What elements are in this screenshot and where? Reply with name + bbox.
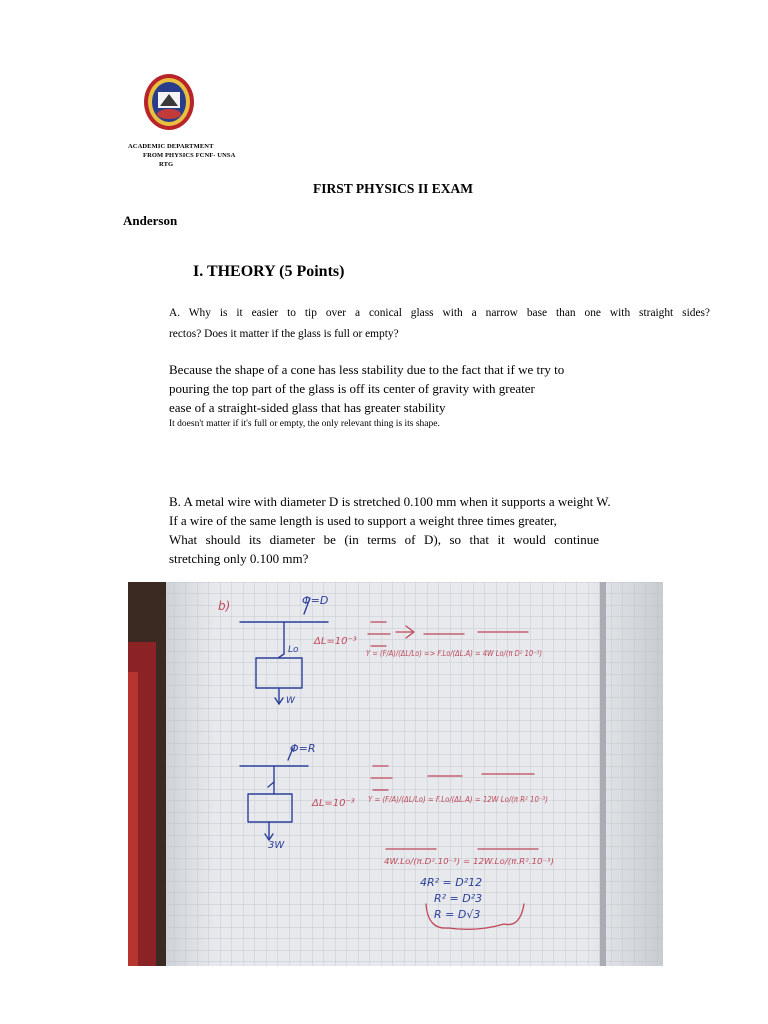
exam-title: FIRST PHYSICS II EXAM <box>313 181 473 196</box>
solution-length-1: Lo <box>288 645 299 655</box>
solution-young-2: Y = (F/A)/(ΔL/Lo) = F.Lo/(ΔL.A) = 12W Lo/(π R² 10⁻³) <box>368 795 548 804</box>
solution-diameter-1: Φ=D <box>302 594 329 607</box>
question-a-line: A. Why is it easier to tip over a conical glass with a narrow base than one with straight sides? <box>169 307 710 319</box>
answer-a-line: ease of a straight-sided glass that has greater stability <box>169 400 446 415</box>
solution-weight-2: 3W <box>268 840 285 851</box>
answer-a-line: Because the shape of a cone has less stability due to the fact that if we try to <box>169 362 565 377</box>
solution-young-1: Y = (F/A)/(ΔL/Lo) => F.Lo/(ΔL.A) = 4W Lo/(π D² 10⁻³) <box>366 649 542 658</box>
question-a <box>169 303 710 345</box>
solution-result: R = D√3 <box>434 908 481 921</box>
solution-delta-l-2: ΔL=10⁻³ <box>312 798 355 809</box>
department-line: FROM PHYSICS FCNF- UNSA <box>143 152 236 159</box>
handwritten-solution-photo <box>128 582 663 966</box>
answer-a-line: pouring the top part of the glass is off its center of gravity with greater <box>169 381 535 396</box>
question-b-line: What should its diameter be (in terms of D), so that it would continue <box>169 532 599 547</box>
question-b <box>169 492 611 568</box>
department-line: RTG <box>159 161 174 168</box>
student-name: Anderson <box>123 213 178 228</box>
solution-weight-1: W <box>286 696 295 706</box>
solution-equate: 4W.Lo/(π.D².10⁻³) = 12W.Lo/(π.R².10⁻³) <box>384 857 554 866</box>
section-title: I. THEORY (5 Points) <box>193 263 345 280</box>
solution-diameter-2: Φ=R <box>290 742 316 755</box>
solution-step-2: R² = D²3 <box>434 892 483 905</box>
question-a-line: rectos? Does it matter if the glass is full or empty? <box>169 328 399 340</box>
department-line: ACADEMIC DEPARTMENT <box>128 143 214 150</box>
question-b-line: If a wire of the same length is used to support a weight three times greater, <box>169 513 557 528</box>
question-b-line: B. A metal wire with diameter D is stretched 0.100 mm when it supports a weight W. <box>169 494 611 509</box>
university-seal-logo <box>142 72 196 132</box>
solution-step-1: 4R² = D²12 <box>420 876 483 889</box>
solution-delta-l-1: ΔL=10⁻³ <box>314 636 357 647</box>
solution-part-label: b) <box>218 599 231 613</box>
answer-a-note: It doesn't matter if it's full or empty, the only relevant thing is its shape. <box>169 419 440 429</box>
answer-a <box>169 360 564 431</box>
question-b-line: stretching only 0.100 mm? <box>169 551 309 566</box>
